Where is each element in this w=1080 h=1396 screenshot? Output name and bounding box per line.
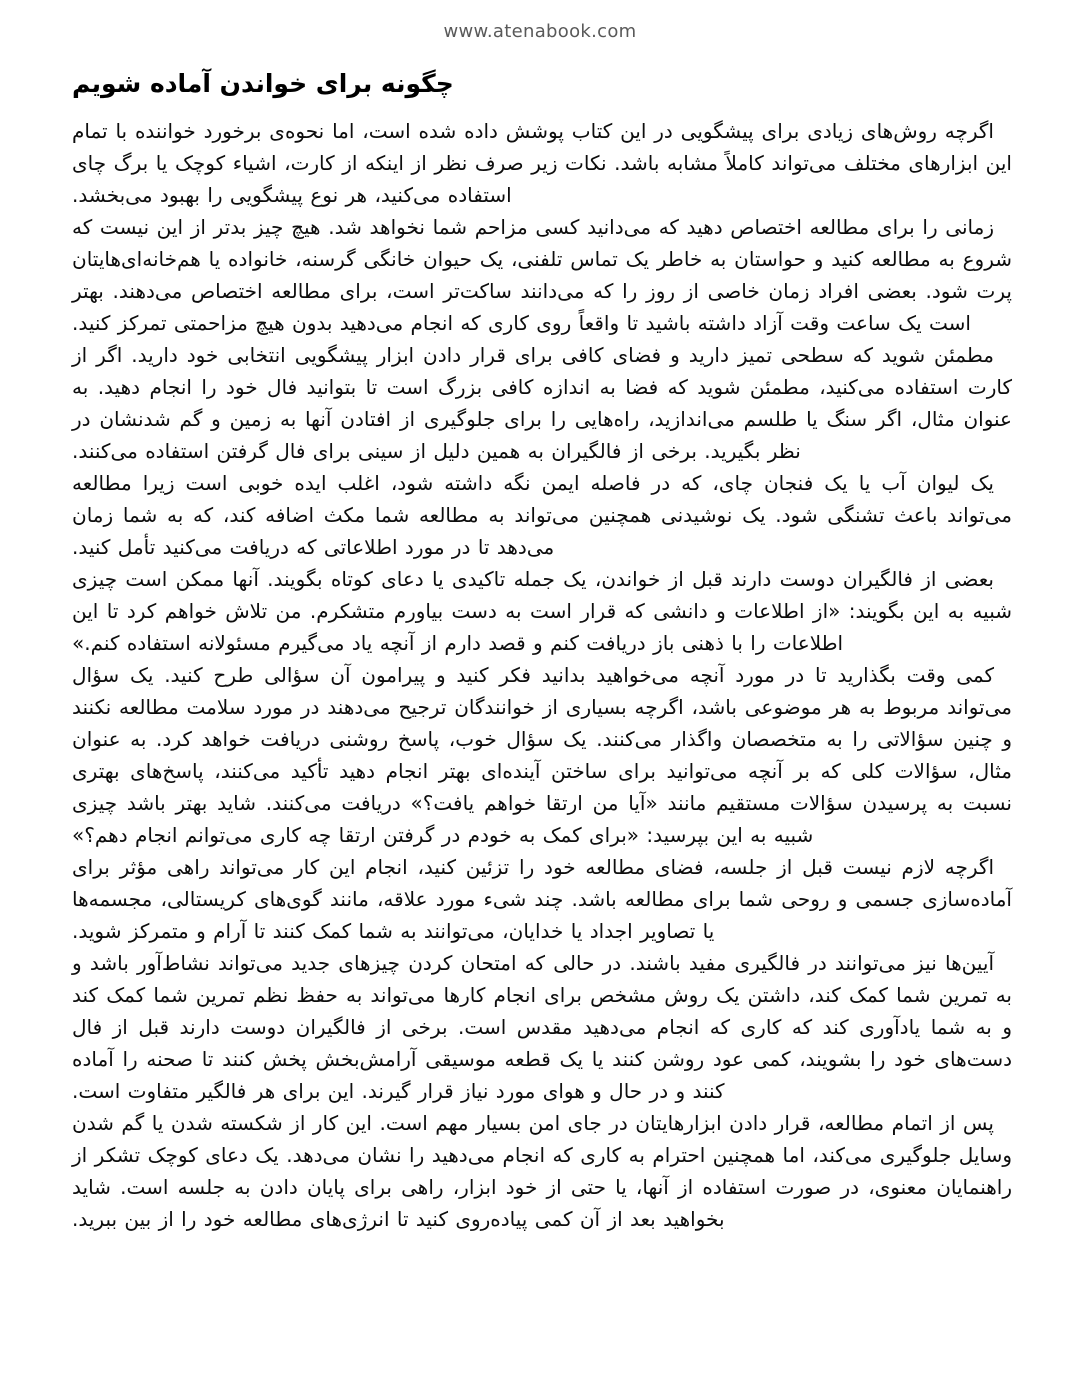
paragraph-rituals: آیین‌ها نیز می‌توانند در فالگیری مفید باشند. در حالی که امتحان کردن چیزهای جدید می‌تواند نشاط‌آور باشد و به تمرین شما کمک کند، داشتن یک روش مشخص برای انجام کارها می‌تواند به حفظ نظم تمرین شما کمک کند و به شما یادآوری کند که کاری که انجام می‌دهید مقدس است. برخی از فالگیران دوست دارند قبل از فال دست‌های خود را بشویند، کمی عود روشن کنند یا یک قطعه موسیقی آرامش‌بخش پخش کنند تا صحنه را آماده کنند و در حال و هوای مورد نیاز قرار گیرند. این برای هر فالگیر متفاوت است. bbox=[72, 951, 1012, 1103]
paragraph-affirmation: بعضی از فالگیران دوست دارند قبل از خواندن، یک جمله تاکیدی یا دعای کوتاه بگویند. آنها ممکن است چیزی شبیه به این بگویند: «از اطلاعات و دانشی که قرار است به دست بیاورم متشکرم. من تلاش خواهم کرد تا این اطلاعات را با ذهنی باز دریافت کنم و قصد دارم از آنچه یاد می‌گیرم مسئولانه استفاده کنم.» bbox=[72, 567, 1012, 655]
paragraph-clean-surface: مطمئن شوید که سطحی تمیز دارید و فضای کافی برای قرار دادن ابزار پیشگویی انتخابی خود دارید. اگر از کارت استفاده می‌کنید، مطمئن شوید که فضا به اندازه کافی بزرگ است تا بتوانید فال خود را انجام دهید. به عنوان مثال، اگر سنگ یا طلسم می‌اندازید، راه‌هایی را برای جلوگیری از افتادن آنها به زمین و گم شدنشان در نظر بگیرید. برخی از فالگیران به همین دلیل از سینی برای فال گرفتن استفاده می‌کنند. bbox=[72, 343, 1012, 463]
paragraph-drink: یک لیوان آب یا یک فنجان چای، که در فاصله ایمن نگه داشته شود، اغلب ایده خوبی است زیرا مطالعه می‌تواند باعث تشنگی شود. یک نوشیدنی همچنین می‌تواند به مطالعه شما مکث اضافه کند، که به شما زمان می‌دهد تا در مورد اطلاعاتی که دریافت می‌کنید تأمل کنید. bbox=[72, 471, 1012, 559]
paragraph-set-aside-time: زمانی را برای مطالعه اختصاص دهید که می‌دانید کسی مزاحم شما نخواهد شد. هیچ چیز بدتر از این نیست که شروع به مطالعه کنید و حواستان به خاطر یک تماس تلفنی، یک حیوان خانگی گرسنه، خانواده یا هم‌خانه‌ای‌هایتان پرت شود. بعضی افراد زمان خاصی از روز را که می‌دانند ساکت‌تر است، برای مطالعه اختصاص می‌دهند. بهتر است یک ساعت وقت آزاد داشته باشید تا واقعاً روی کاری که انجام می‌دهید بدون هیچ مزاحمتی تمرکز کنید. bbox=[72, 215, 1012, 335]
page-title: چگونه برای خواندن آماده شویم bbox=[72, 69, 454, 98]
article-body bbox=[72, 115, 1012, 1235]
paragraph-intro: اگرچه روش‌های زیادی برای پیشگویی در این کتاب پوشش داده شده است، اما نحوه‌ی برخورد خواننده با تمام این ابزارهای مختلف می‌تواند کاملاً مشابه باشد. نکات زیر صرف نظر از اینکه از کارت، اشیاء کوچک یا برگ چای استفاده می‌کنید، هر نوع پیشگویی را بهبود می‌بخشد. bbox=[72, 119, 1012, 207]
paragraph-decorate-space: اگرچه لازم نیست قبل از جلسه، فضای مطالعه خود را تزئین کنید، انجام این کار می‌تواند راهی مؤثر برای آماده‌سازی جسمی و روحی شما برای مطالعه باشد. چند شیء مورد علاقه، مانند گوی‌های کریستالی، مجسمه‌ها یا تصاویر اجداد یا خدایان، می‌توانند به شما کمک کنند تا آرام و متمرکز شوید. bbox=[72, 855, 1012, 943]
site-url-header: www.atenabook.com bbox=[443, 21, 637, 42]
paragraph-form-question: کمی وقت بگذارید تا در مورد آنچه می‌خواهید بدانید فکر کنید و پیرامون آن سؤالی طرح کنید. یک سؤال می‌تواند مربوط به هر موضوعی باشد، اگرچه بسیاری از خوانندگان ترجیح می‌دهند در مورد سلامت مطالعه نکنند و چنین سؤالاتی را به متخصصان واگذار می‌کنند. یک سؤال خوب، پاسخ روشنی دریافت خواهد کرد. به عنوان مثال، سؤالات کلی که بر آنچه می‌توانید برای ساختن آینده‌ای بهتر انجام دهید تأکید می‌کنند، پاسخ‌های بهتری نسبت به پرسیدن سؤالات مستقیم مانند «آیا من ارتقا خواهم یافت؟» دریافت می‌کنند. شاید بهتر باشد چیزی شبیه به این بپرسید: «برای کمک به خودم در گرفتن ارتقا چه کاری می‌توانم انجام دهم؟» bbox=[72, 663, 1012, 847]
paragraph-after-reading: پس از اتمام مطالعه، قرار دادن ابزارهایتان در جای امن بسیار مهم است. این کار از شکسته شدن یا گم شدن وسایل جلوگیری می‌کند، اما همچنین احترام به کاری که انجام می‌دهید را نشان می‌دهد. یک دعای کوچک تشکر از راهنمایان معنوی، در صورت استفاده از آنها، یا حتی از خود ابزار، راهی برای پایان دادن به جلسه است. شاید بخواهید بعد از آن کمی پیاده‌روی کنید تا انرژی‌های مطالعه خود را از بین ببرید. bbox=[72, 1111, 1012, 1231]
